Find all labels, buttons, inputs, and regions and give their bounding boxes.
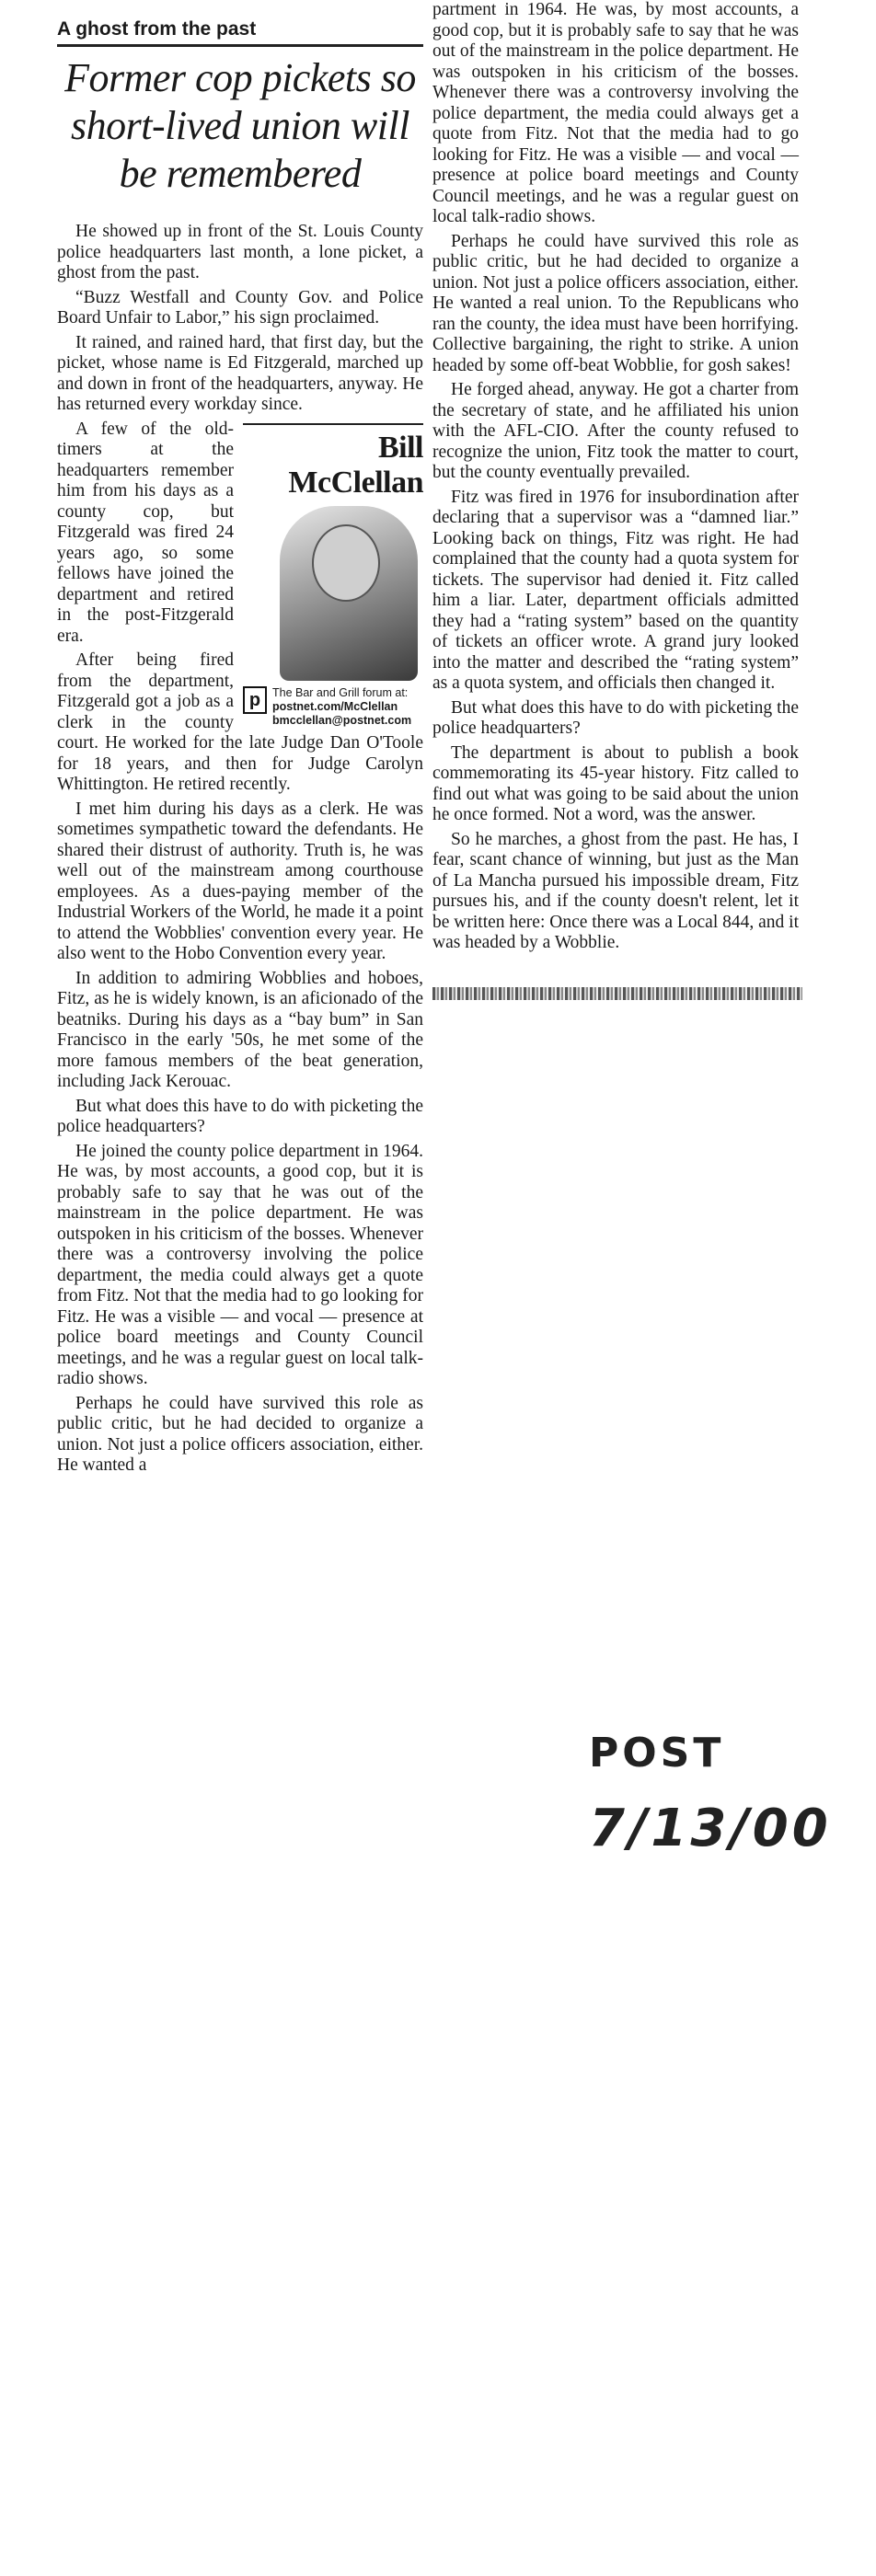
paragraph: He showed up in front of the St. Louis County police headquarters last month, a lone picket, a ghost from the past.: [57, 222, 423, 282]
end-rule: [432, 987, 802, 1000]
headline: Former cop pickets so short-lived union will be remembered: [64, 55, 416, 196]
paragraph: Perhaps he could have survived this role as public critic, but he had decided to organize a union. Not just a police officers association, either. He wanted a real union. To the Republicans who ran the county, the idea must have been horrifying. Collective bargaining, the right to strike. A union headed by some off-beat Wobblie, for gosh sakes!: [432, 231, 799, 375]
forum-title: The Bar and Grill forum at:: [272, 685, 409, 699]
handwritten-date: 7/13/00: [589, 1799, 832, 1858]
author-photo: [280, 506, 418, 681]
paragraph: But what does this have to do with picketing the police headquarters?: [57, 1096, 423, 1136]
author-email[interactable]: bmcclellan@postnet.com: [272, 713, 412, 727]
paragraph: In addition to admiring Wobblies and hoboes, Fitz, as he is widely known, is an aficionado of the beatniks. During his days as a “bay bum” in San Francisco in the early '50s, he met some of the more famous members of the beat generation, including Jack Kerouac.: [57, 968, 423, 1091]
paragraph: partment in 1964. He was, by most accounts, a good cop, but it is probably safe to say that he was out of the mainstream in the police department. He was outspoken in his criticism of the bosses. Whenever there was a controversy involving the police department, the media could always get a quote from Fitz. Not that the media had to go looking for Fitz. He was a visible — and vocal — presence at police board meetings and County Council meetings, and he was a regular guest on local talk-radio shows.: [432, 0, 799, 226]
byline-inset: [243, 423, 423, 728]
byline-block: [57, 420, 423, 796]
paragraph: After being fired from the department, Fitzgerald got a job as a clerk in the county court. He worked for the late Judge Dan O'Toole for 18 years, and then for Judge Carolyn Whittington. He retired recently.: [57, 650, 423, 794]
paragraph: Perhaps he could have survived this role as public critic, but he had decided to organize a union. Not just a police officers association, either. He wanted a: [57, 1393, 423, 1475]
post-logo-icon: p: [243, 686, 267, 714]
kicker: A ghost from the past: [57, 18, 423, 47]
paragraph: But what does this have to do with picketing the police headquarters?: [432, 697, 799, 738]
paragraph: It rained, and rained hard, that first day, but the picket, whose name is Ed Fitzgerald, marched up and down in front of the headquarters, anyway. He has returned every workday since.: [57, 332, 423, 414]
forum-url[interactable]: postnet.com/McClellan: [272, 699, 398, 713]
paragraph: Fitz was fired in 1976 for insubordination after declaring that a supervisor was a “damned liar.” Looking back on things, Fitz was right. He had complained that the county had a quota system for tickets. The supervisor had denied it. Fitz called him a liar. Later, department officials admitted they had a “rating system” based on the quantity of tickets an officer wrote. A grand jury looked into the matter and described the “rating system” as a quota system, and officials then changed it.: [432, 487, 799, 693]
byline-name: Bill McClellan: [288, 430, 423, 500]
handwritten-source: POST: [589, 1730, 725, 1777]
paragraph: He joined the county police department in 1964. He was, by most accounts, a good cop, but it is probably safe to say that he was out of the mainstream in the police department. He was outspoken in his criticism of the bosses. Whenever there was a controversy involving the police department, the media could always get a quote from Fitz. Not that the media had to go looking for Fitz. He was a visible — and vocal — presence at police board meetings and County Council meetings, and he was a regular guest on local talk-radio shows.: [57, 1141, 423, 1388]
paragraph: He forged ahead, anyway. He got a charter from the secretary of state, and he affiliated his union with the AFL-CIO. After the county refused to recognize the union, Fitz took the matter to court, but the county eventually prevailed.: [432, 380, 799, 482]
paragraph: “Buzz Westfall and County Gov. and Police Board Unfair to Labor,” his sign proclaimed.: [57, 287, 423, 328]
paragraph: So he marches, a ghost from the past. He has, I fear, scant chance of winning, but just as the Man of La Mancha pursued his impossible dream, Fitz pursues his, and if the county doesn't relent, let it be written here: Once there was a Local 844, and it was headed by a Wobblie.: [432, 829, 799, 952]
right-column: [432, 0, 799, 1000]
paragraph: The department is about to publish a book commemorating its 45-year history. Fitz called to find out what was going to be said about the union he once formed. Not a word, was the answer.: [432, 742, 799, 824]
paragraph: A few of the old-timers at the headquarters remember him from his days as a county cop, but Fitzgerald was fired 24 years ago, so some fellows have joined the department and retired in the post-Fitzgerald era.: [57, 419, 234, 646]
left-column: [57, 18, 423, 1480]
paragraph: I met him during his days as a clerk. He was sometimes sympathetic toward the defendants. He shared their distrust of authority. Truth is, he was well out of the mainstream among courthouse employees. As a dues-paying member of the Industrial Workers of the World, he made it a point to attend the Wobblies' convention every year. He also went to the Hobo Convention every year.: [57, 799, 423, 963]
forum-info: [243, 686, 423, 728]
